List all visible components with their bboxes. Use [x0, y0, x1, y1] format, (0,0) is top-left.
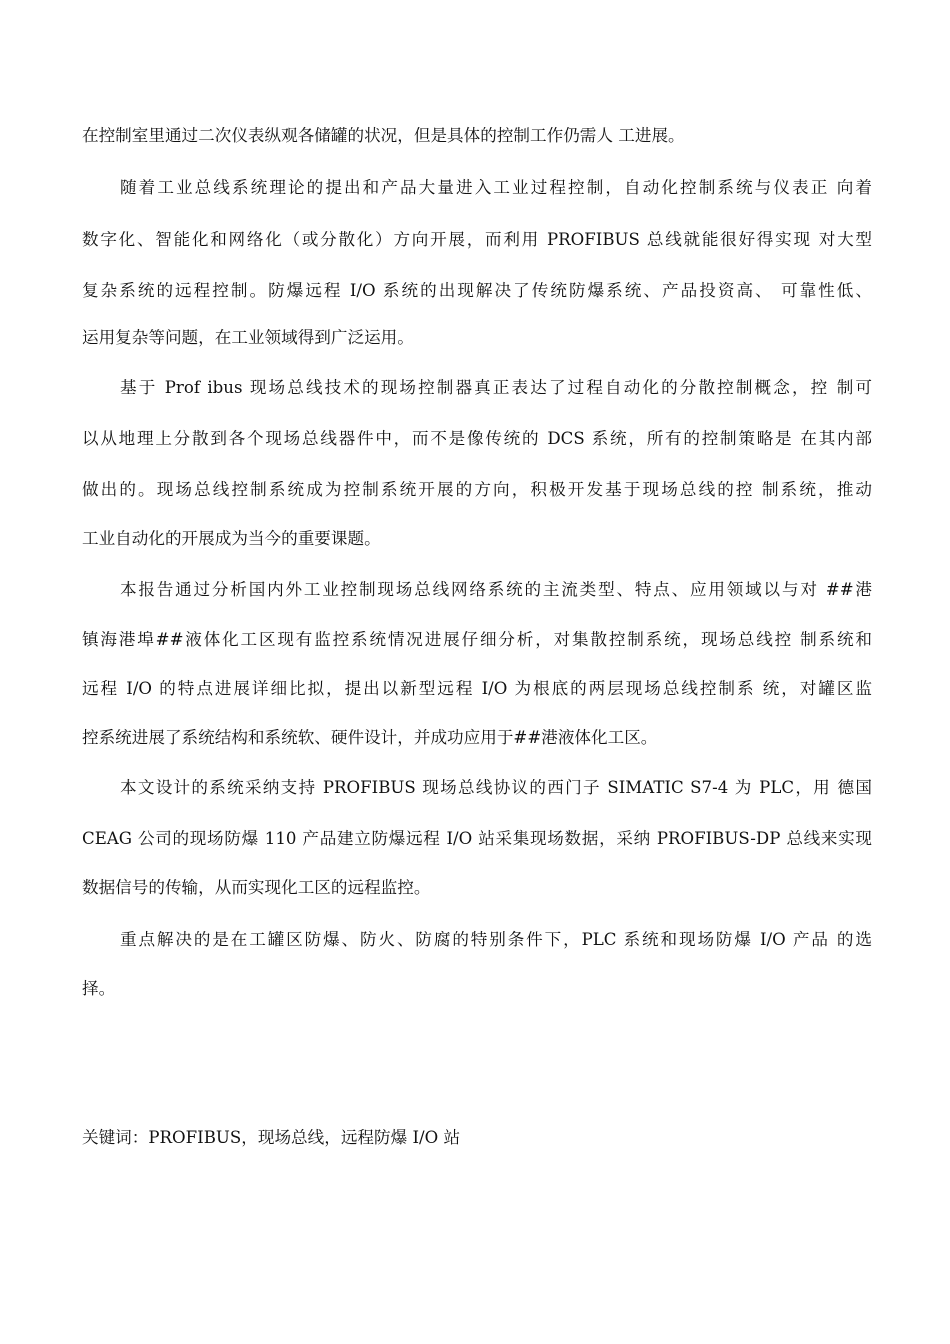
paragraph-4-line-1: 本报告通过分析国内外工业控制现场总线网络系统的主流类型、特点、应用领域以与对 ##港	[120, 580, 872, 599]
paragraph-3-line-2: 以从地理上分散到各个现场总线器件中，而不是像传统的 DCS 系统，所有的控制策略是 在其内部	[82, 429, 872, 448]
paragraph-2-line-3: 复杂系统的远程控制。防爆远程 I/O 系统的出现解决了传统防爆系统、产品投资高、 可靠性低、	[82, 281, 872, 300]
paragraph-4-line-3: 远程 I/O 的特点进展详细比拟，提出以新型远程 I/O 为根底的两层现场总线控制系 统，对罐区监	[82, 679, 872, 698]
paragraph-5-line-3: 数据信号的传输，从而实现化工区的远程监控。	[82, 878, 431, 897]
paragraph-2-line-2: 数字化、智能化和网络化（或分散化）方向开展，而利用 PROFIBUS 总线就能很好得实现 对大型	[82, 230, 872, 249]
paragraph-2-line-1: 随着工业总线系统理论的提出和产品大量进入工业过程控制，自动化控制系统与仪表正 向着	[120, 178, 872, 197]
paragraph-3-line-1: 基于 Prof ibus 现场总线技术的现场控制器真正表达了过程自动化的分散控制概念，控 制可	[120, 378, 872, 397]
paragraph-3-line-4: 工业自动化的开展成为当今的重要课题。	[82, 529, 381, 548]
paragraph-5-line-1: 本文设计的系统采纳支持 PROFIBUS 现场总线协议的西门子 SIMATIC S7-4 为 PLC，用 德国	[120, 778, 872, 797]
paragraph-5-line-2: CEAG 公司的现场防爆 110 产品建立防爆远程 I/O 站采集现场数据，采纳 PROFIBUS-DP 总线来实现	[82, 829, 872, 848]
paragraph-6-line-1: 重点解决的是在工罐区防爆、防火、防腐的特别条件下，PLC 系统和现场防爆 I/O 产品 的选	[120, 930, 872, 949]
paragraph-3-line-3: 做出的。现场总线控制系统成为控制系统开展的方向，积极开发基于现场总线的控 制系统，推动	[82, 480, 872, 499]
paragraph-4-line-2: 镇海港埠##液体化工区现有监控系统情况进展仔细分析，对集散控制系统，现场总线控 制系统和	[82, 630, 872, 649]
paragraph-1-line-1: 在控制室里通过二次仪表纵观各储罐的状况，但是具体的控制工作仍需人 工进展。	[82, 126, 685, 145]
paragraph-6-line-2: 择。	[82, 979, 116, 998]
paragraph-4-line-4: 控系统进展了系统结构和系统软、硬件设计，并成功应用于##港液体化工区。	[82, 728, 658, 747]
keywords-line: 关键词：PROFIBUS，现场总线，远程防爆 I/O 站	[82, 1128, 461, 1147]
paragraph-2-line-4: 运用复杂等问题，在工业领域得到广泛运用。	[82, 328, 414, 347]
